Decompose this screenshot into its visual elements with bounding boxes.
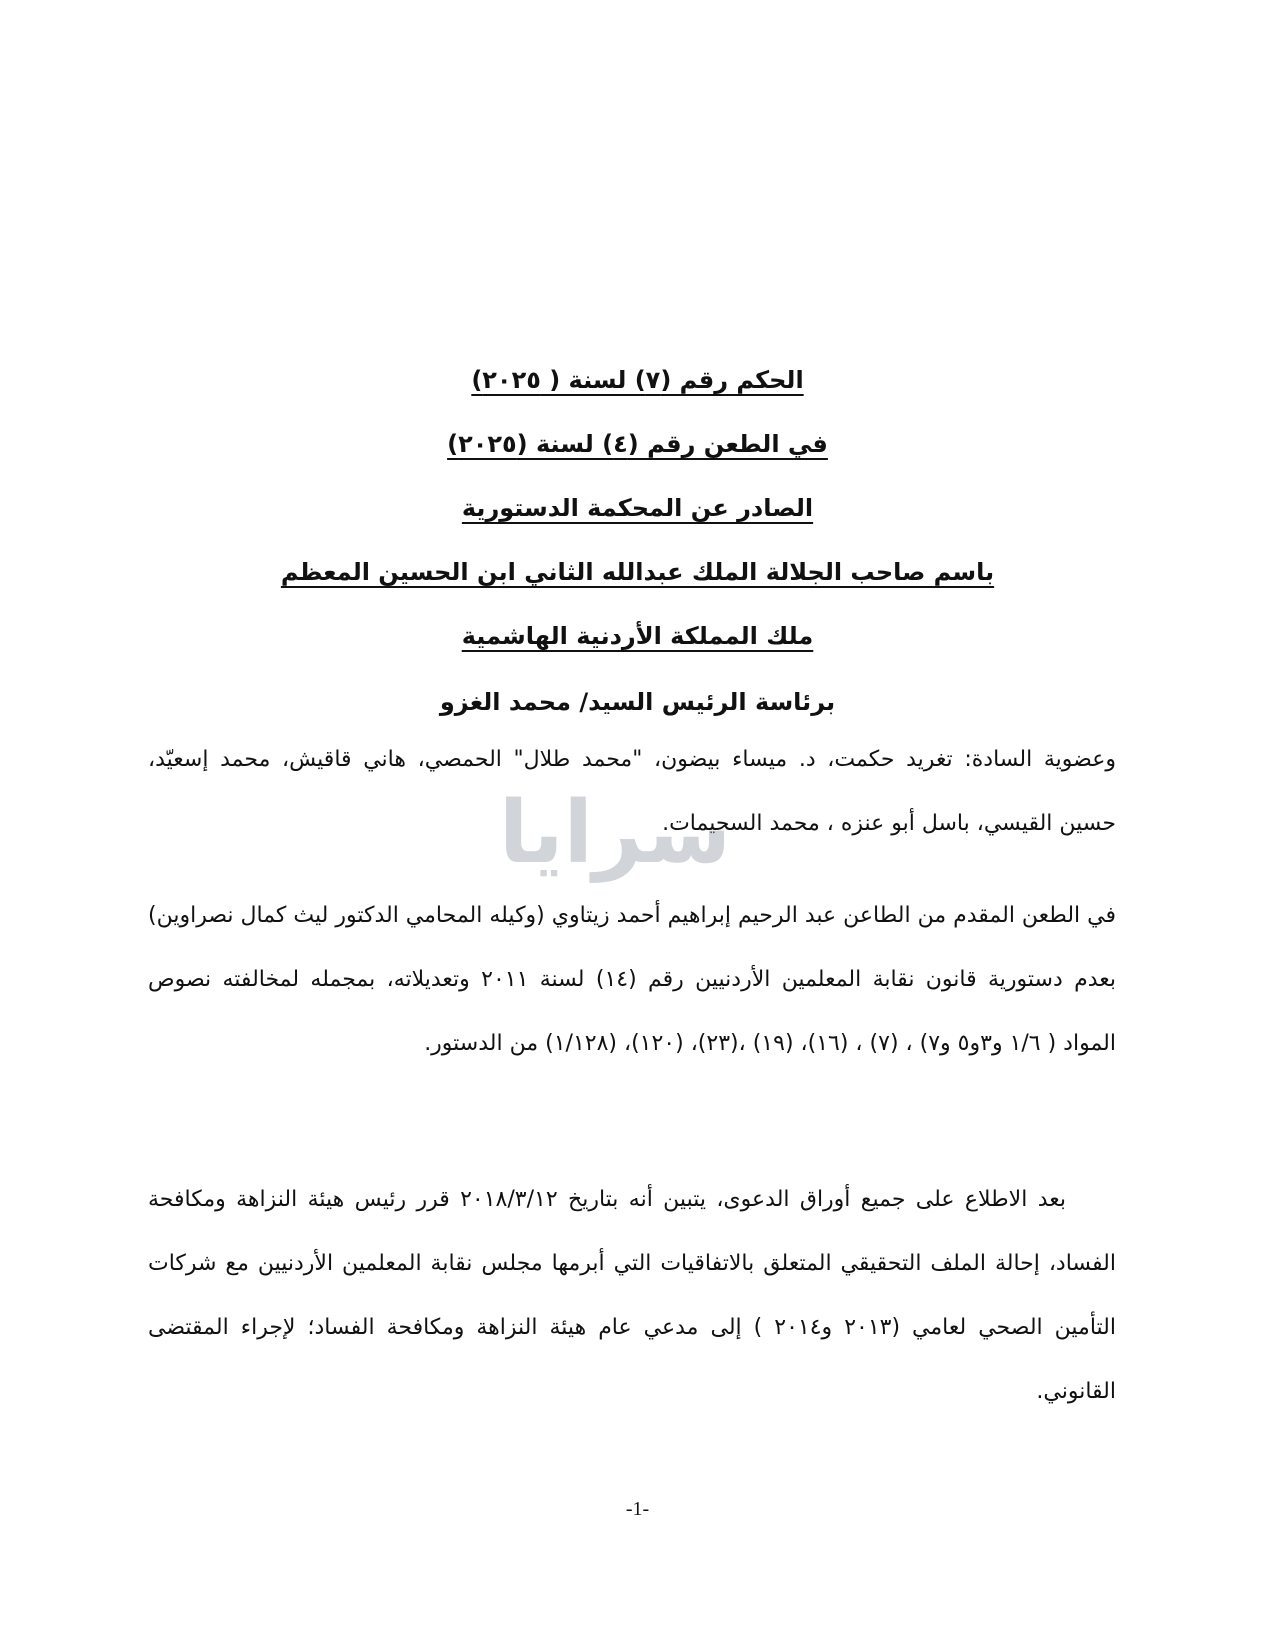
appeal-title: في الطعن رقم (٤) لسنة (٢٠٢٥) <box>447 430 828 458</box>
news-watermark-logo <box>470 770 760 890</box>
page-number: -1- <box>625 1498 650 1520</box>
facts-paragraph: بعد الاطلاع على جميع أوراق الدعوى، يتبين أنه بتاريخ ٢٠١٨/٣/١٢ قرر رئيس هيئة النزاهة ومكافحة الفساد، إحالة الملف التحقيقي المتعلق بالاتفاقيات التي أبرمها مجلس نقابة المعلمين الأردنيين مع شركات التأمين الصحي لعامي (٢٠١٣ و٢٠١٤ ) إلى مدعي عام هيئة النزاهة ومكافحة الفساد؛ لإجراء المقتضى القانوني. <box>148 1187 1116 1404</box>
members-paragraph: وعضوية السادة: تغريد حكمت، د. ميساء بيضون، "محمد طلال" الحمصي، هاني قاقيش، محمد إسعيّد، حسين القيسي، باسل أبو عنزه ، محمد السحيمات. <box>148 747 1116 836</box>
in-the-name-of: باسم صاحب الجلالة الملك عبدالله الثاني ابن الحسين المعظم <box>280 558 995 586</box>
case-intro-paragraph: في الطعن المقدم من الطاعن عبد الرحيم إبراهيم أحمد زيتاوي (وكيله المحامي الدكتور ليث كمال نصراوين) بعدم دستورية قانون نقابة المعلمين الأردنيين رقم (١٤) لسنة ٢٠١١ وتعديلاته، بمجمله لمخالفته نصوص المواد ( ١/٦ و٣و٥ و٧) ، (٧) ، (١٦)، (١٩) ،(٢٣)، (١٢٠)، (١/١٢٨) من الدستور. <box>148 903 1117 1056</box>
watermark-icon <box>470 770 760 890</box>
presidency-line: برئاسة الرئيس السيد/ محمد الغزو <box>439 688 836 716</box>
ruling-title: الحكم رقم (٧) لسنة ( ٢٠٢٥) <box>471 366 804 394</box>
svg-text:سرايا: سرايا <box>498 783 732 883</box>
issuing-court: الصادر عن المحكمة الدستورية <box>461 494 814 522</box>
king-title: ملك المملكة الأردنية الهاشمية <box>461 622 814 650</box>
